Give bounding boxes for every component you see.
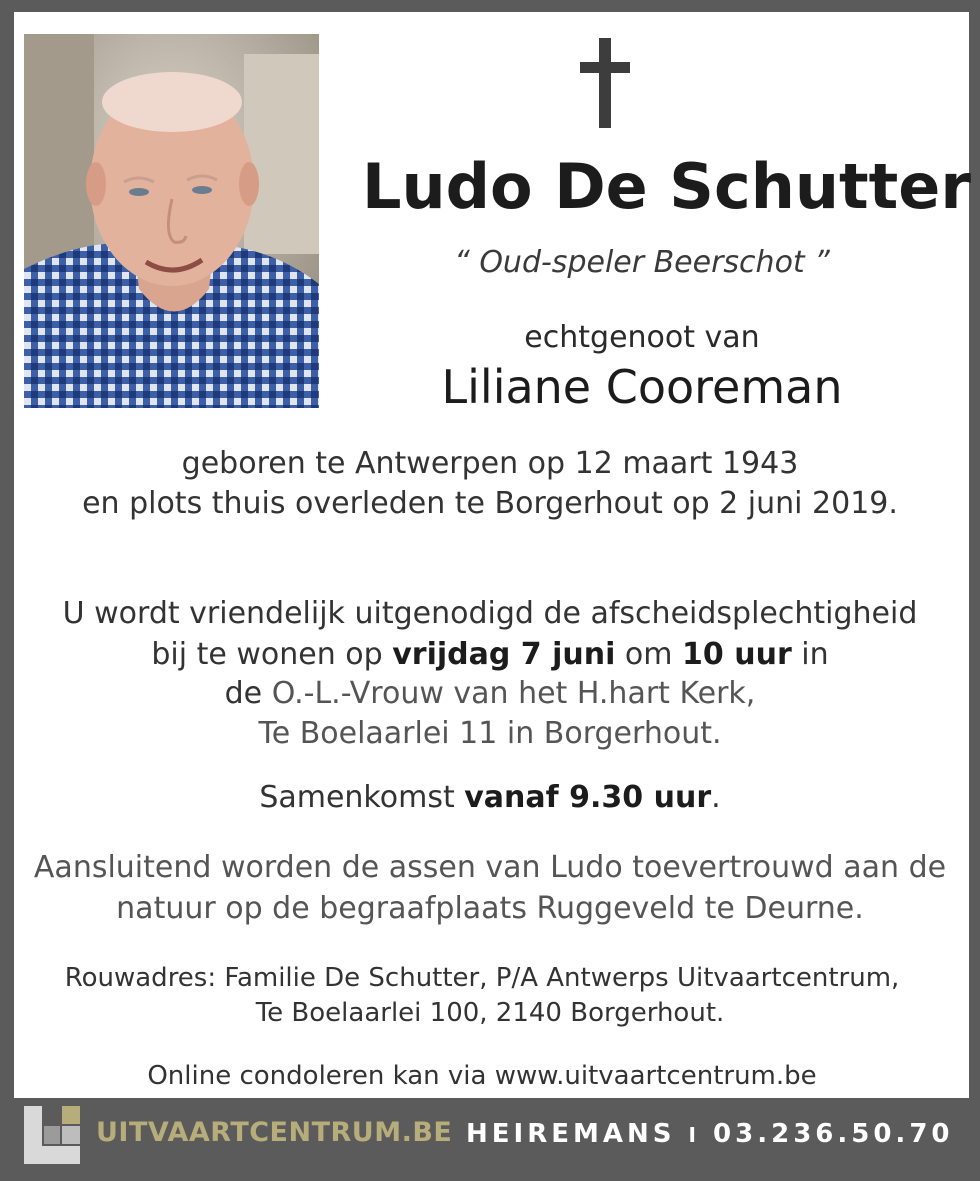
burial-line-2: natuur op de begraafplaats Ruggeveld te Deurne.: [116, 891, 864, 926]
online-condolence: Online condoleren kan via www.uitvaartcentrum.be: [147, 1061, 817, 1091]
ceremony-pre-text: bij te wonen op: [151, 637, 393, 672]
deceased-name: Ludo De Schutter: [362, 150, 971, 223]
ceremony-mid-text: om: [615, 637, 683, 672]
invite-line: U wordt vriendelijk uitgenodigd de afscheidsplechtigheid: [62, 596, 918, 631]
tagline: “ Oud-speler Beerschot ”: [454, 245, 830, 280]
death-line: en plots thuis overleden te Borgerhout op 2 juni 2019.: [82, 486, 898, 521]
church-line: [0, 676, 980, 711]
gathering-suffix: .: [711, 780, 721, 815]
mourning-address-line-2: Te Boelaarlei 100, 2140 Borgerhout.: [255, 998, 725, 1028]
burial-line-1: Aansluitend worden de assen van Ludo toevertrouwd aan de: [33, 850, 947, 885]
church-pre-text: de: [224, 676, 272, 711]
footer-brand: UITVAARTCENTRUM.BE: [96, 1117, 453, 1148]
ceremony-post-text: in: [791, 637, 829, 672]
spouse-name: Liliane Cooreman: [441, 360, 843, 414]
bottom-strip: [0, 1168, 980, 1181]
church-address: Te Boelaarlei 11 in Borgerhout.: [258, 716, 722, 751]
church-name: O.-L.-Vrouw van het H.hart Kerk,: [271, 676, 756, 711]
mourning-address-line-1: Rouwadres: Familie De Schutter, P/A Antwerps Uitvaartcentrum,: [64, 963, 900, 993]
gathering-label: Samenkomst: [259, 780, 465, 815]
uitvaartcentrum-logo-icon: [24, 1106, 80, 1164]
birth-line: geboren te Antwerpen op 12 maart 1943: [181, 446, 799, 481]
spouse-label: echtgenoot van: [524, 320, 760, 355]
footer-phone: 03.236.50.70: [713, 1119, 954, 1149]
gathering-line: [0, 780, 980, 815]
ceremony-date: vrijdag 7 juni: [392, 637, 616, 672]
gathering-time: vanaf 9.30 uur: [464, 780, 712, 815]
ceremony-time: 10 uur: [682, 637, 792, 672]
portrait-photo: [24, 34, 319, 408]
cross-icon: [580, 38, 630, 128]
footer-partner: [466, 1119, 954, 1149]
ceremony-date-line: [0, 637, 980, 672]
footer-separator: I: [688, 1123, 700, 1147]
partner-name: HEIREMANS: [466, 1119, 676, 1149]
